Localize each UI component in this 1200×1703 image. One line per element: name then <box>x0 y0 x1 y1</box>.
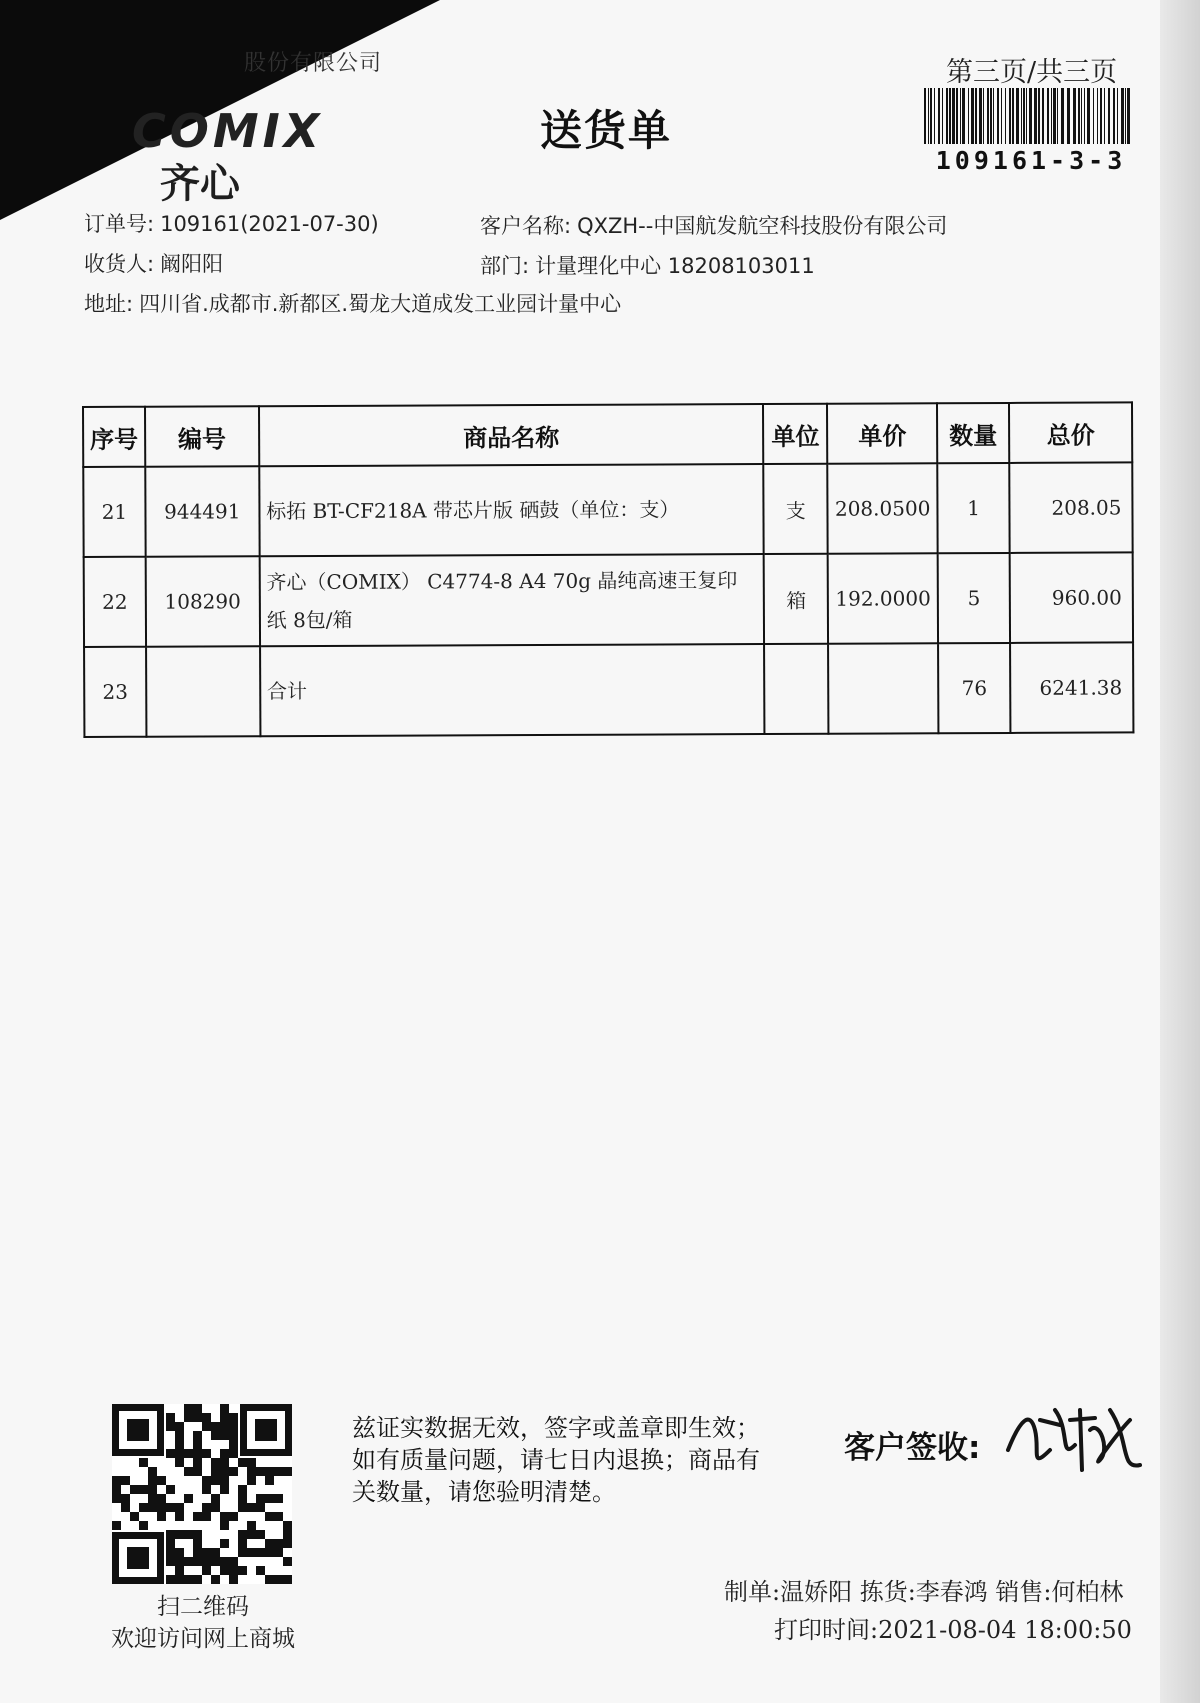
barcode-number: 109161-3-3 <box>935 146 1127 175</box>
qr-caption-mall: 欢迎访问网上商城 <box>111 1626 295 1652</box>
customer-label: 客户名称: <box>480 214 572 238</box>
address-label: 地址: <box>84 292 134 316</box>
cell-price <box>828 643 938 733</box>
cell-unit: 支 <box>764 464 828 554</box>
col-header-price: 单价 <box>827 403 937 463</box>
col-header-qty: 数量 <box>937 403 1009 463</box>
qr-code-icon <box>112 1404 292 1584</box>
order-label: 订单号: <box>84 212 155 236</box>
address-value: 四川省.成都市.新都区.蜀龙大道成发工业园计量中心 <box>139 292 622 316</box>
receiver-label: 收货人: <box>84 252 155 276</box>
cell-name: 齐心（COMIX） C4774-8 A4 70g 晶纯高速王复印纸 8包/箱 <box>259 554 764 646</box>
notice-text: 兹证实数据无效，签字或盖章即生效；如有质量问题，请七日内退换；商品有关数量，请您验明清楚。 <box>352 1414 760 1506</box>
department <box>480 250 815 280</box>
cell-unit: 箱 <box>764 554 828 644</box>
barcode-icon <box>924 88 1138 144</box>
col-header-name: 商品名称 <box>259 404 764 466</box>
col-header-code: 编号 <box>145 406 259 466</box>
cell-price: 192.0000 <box>828 553 938 643</box>
cell-code <box>146 646 260 736</box>
back-page-edge <box>1160 0 1200 1703</box>
cell-total: 960.00 <box>1010 552 1133 643</box>
comix-logo: COMIX <box>132 104 324 158</box>
order-number <box>84 208 379 238</box>
cell-seq: 22 <box>84 557 146 647</box>
cell-unit <box>764 644 828 734</box>
address <box>84 288 621 318</box>
table-row <box>84 552 1133 647</box>
cell-total: 208.05 <box>1009 462 1132 553</box>
col-header-seq: 序号 <box>83 407 145 467</box>
qr-caption-scan: 扫二维码 <box>157 1594 249 1620</box>
items-table <box>82 401 1134 738</box>
receiver-value: 阚阳阳 <box>160 252 224 276</box>
customer-name <box>480 210 947 240</box>
customer-value: QXZH--中国航发航空科技股份有限公司 <box>577 214 948 238</box>
staff-line: 制单:温娇阳 拣货:李春鸿 销售:何柏林 <box>724 1578 1124 1606</box>
cell-qty: 76 <box>938 643 1010 733</box>
cell-code: 108290 <box>146 556 260 646</box>
table-row-total <box>84 642 1133 737</box>
company-name: 股份有限公司 <box>244 51 383 76</box>
receiver <box>84 248 223 278</box>
table-row <box>83 462 1132 557</box>
cell-name: 合计 <box>260 644 765 736</box>
cell-code: 944491 <box>145 466 259 556</box>
table-header-row <box>83 402 1132 467</box>
qixin-logo: 齐心 <box>160 161 240 207</box>
cell-total: 6241.38 <box>1010 642 1133 733</box>
cell-qty: 5 <box>938 553 1010 643</box>
col-header-total: 总价 <box>1009 402 1132 463</box>
document-title: 送货单 <box>540 106 673 155</box>
dept-label: 部门: <box>480 254 530 278</box>
cell-price: 208.0500 <box>828 463 938 553</box>
col-header-unit: 单位 <box>763 404 827 464</box>
cell-name: 标拓 BT-CF218A 带芯片版 硒鼓（单位：支） <box>259 464 764 556</box>
handwritten-signature <box>1000 1390 1150 1490</box>
cell-seq: 23 <box>84 647 146 737</box>
cell-seq: 21 <box>83 467 145 557</box>
print-time: 打印时间:2021-08-04 18:00:50 <box>774 1616 1132 1644</box>
dept-value: 计量理化中心 18208103011 <box>535 254 815 278</box>
cell-qty: 1 <box>937 463 1009 553</box>
customer-sign-label: 客户签收: <box>844 1430 981 1466</box>
order-value: 109161(2021-07-30) <box>160 212 379 236</box>
page-indicator: 第三页/共三页 <box>946 57 1118 88</box>
